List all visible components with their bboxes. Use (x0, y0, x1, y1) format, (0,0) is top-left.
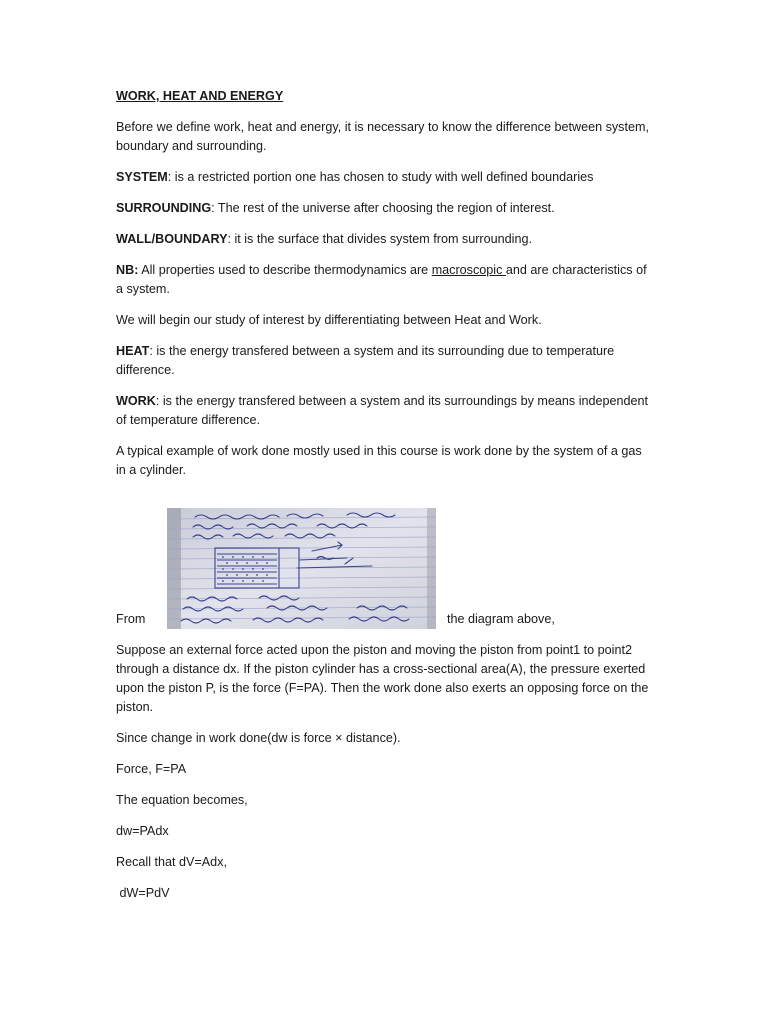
figure-text-before: From (116, 612, 146, 626)
notebook-photo (167, 508, 436, 629)
definition-term: HEAT (116, 344, 150, 358)
document-body (116, 87, 652, 915)
intro-paragraph: Before we define work, heat and energy, it is necessary to know the difference between system, boundary and surrounding. (116, 120, 649, 153)
definition-heat (116, 342, 652, 380)
notebook-photo-image (167, 508, 436, 629)
page-title: WORK, HEAT AND ENERGY (116, 89, 284, 103)
definition-term: WALL/BOUNDARY (116, 232, 228, 246)
definition-surrounding (116, 199, 652, 218)
definition-term: SURROUNDING (116, 201, 212, 215)
definition-system (116, 168, 652, 187)
nb-paragraph (116, 261, 652, 299)
equation-becomes-line: The equation becomes, (116, 793, 248, 807)
definition-text: : is a restricted portion one has chosen to study with well defined boundaries (167, 170, 594, 184)
suppose-paragraph: Suppose an external force acted upon the piston and moving the piston from point1 to point2 through a distance dx. If the piston cylinder has a cross-sectional area(A), the pressure exerted upon the piston P, is the force (F=PA). Then the work done also exerts an opposing force on the piston. (116, 643, 649, 714)
recall-line: Recall that dV=Adx, (116, 855, 227, 869)
definition-text: : is the energy transfered between a system and its surroundings by means independent of temperature difference. (116, 394, 649, 427)
nb-text-after: and are characteristics of a system. (116, 263, 647, 296)
figure-line (116, 508, 652, 629)
begin-paragraph: We will begin our study of interest by differentiating between Heat and Work. (116, 313, 542, 327)
definition-term: WORK (116, 394, 156, 408)
nb-underlined: macroscopic (431, 263, 506, 277)
definition-text: : it is the surface that divides system from surrounding. (227, 232, 532, 246)
force-line: Force, F=PA (116, 762, 187, 776)
definition-work (116, 392, 652, 430)
nb-text-before: All properties used to describe thermodynamics are (138, 263, 432, 277)
figure-text-after: the diagram above, (447, 612, 555, 626)
definition-term: SYSTEM (116, 170, 168, 184)
definition-text: : The rest of the universe after choosing the region of interest. (211, 201, 555, 215)
equation-dw-pdv: dW=PdV (116, 886, 170, 900)
nb-term: NB: (116, 263, 139, 277)
since-paragraph: Since change in work done(dw is force × distance). (116, 731, 401, 745)
definition-boundary (116, 230, 652, 249)
equation-dw-padx: dw=PAdx (116, 824, 169, 838)
definition-text: : is the energy transfered between a system and its surrounding due to temperature difference. (116, 344, 615, 377)
example-paragraph: A typical example of work done mostly used in this course is work done by the system of a gas in a cylinder. (116, 444, 642, 477)
